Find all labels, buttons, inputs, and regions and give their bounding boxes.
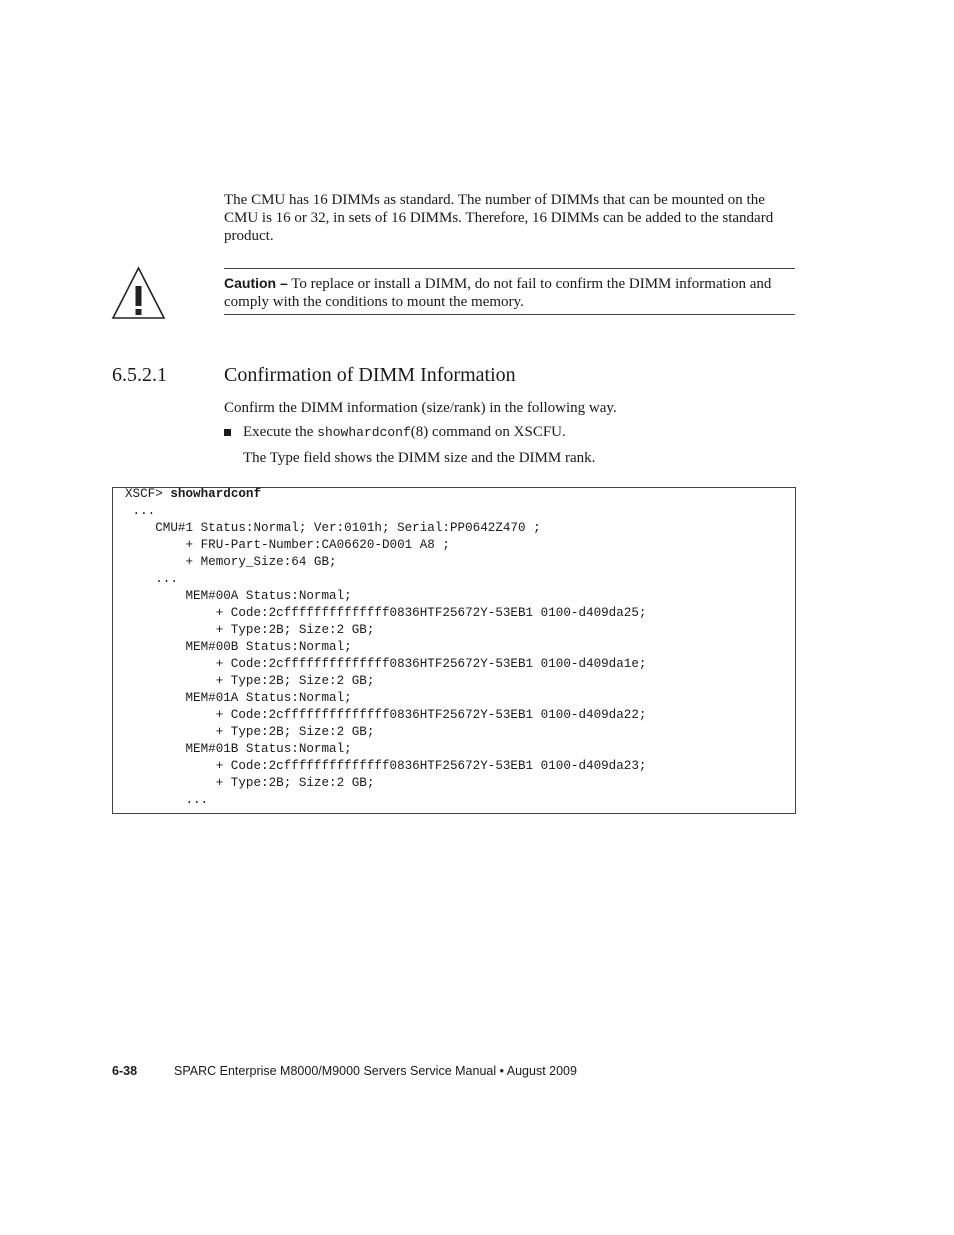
footer-doc-title: SPARC Enterprise M8000/M9000 Servers Service Manual • August 2009 <box>174 1064 577 1078</box>
code-line: + Code:2cffffffffffffff0836HTF25672Y-53EB1 0100-d409da22; <box>125 708 647 722</box>
type-note: The Type field shows the DIMM size and the DIMM rank. <box>243 450 596 466</box>
caution-text: To replace or install a DIMM, do not fail to confirm the DIMM information and comply with the conditions to mount the memory. <box>224 276 772 310</box>
code-line: + Memory_Size:64 GB; <box>125 555 337 569</box>
section-number: 6.5.2.1 <box>112 364 167 386</box>
code-line: ... <box>125 572 178 586</box>
code-line: + Code:2cffffffffffffff0836HTF25672Y-53EB1 0100-d409da25; <box>125 606 647 620</box>
bullet-text-after: (8) command on XSCFU. <box>410 424 566 440</box>
bullet-square-icon <box>224 429 231 436</box>
code-command: showhardconf <box>170 487 262 501</box>
caution-label: Caution – <box>224 275 288 291</box>
code-line: + Type:2B; Size:2 GB; <box>125 725 375 739</box>
page-number: 6-38 <box>112 1064 138 1078</box>
code-example-box <box>112 487 796 814</box>
intro-text: Confirm the DIMM information (size/rank) in the following way. <box>224 400 617 416</box>
code-line: MEM#00A Status:Normal; <box>125 589 352 603</box>
code-prompt: XSCF> <box>125 487 171 501</box>
code-line: MEM#00B Status:Normal; <box>125 640 352 654</box>
code-line: + FRU-Part-Number:CA06620-D001 A8 ; <box>125 538 450 552</box>
code-line: + Type:2B; Size:2 GB; <box>125 623 375 637</box>
bullet-text-before: Execute the <box>243 424 318 440</box>
code-line: ... <box>125 793 209 807</box>
code-line: + Type:2B; Size:2 GB; <box>125 776 375 790</box>
caution-box <box>224 268 795 315</box>
code-line: MEM#01A Status:Normal; <box>125 691 352 705</box>
code-line: CMU#1 Status:Normal; Ver:0101h; Serial:PP0642Z470 ; <box>125 521 541 535</box>
bullet-text <box>243 423 566 442</box>
warning-triangle-icon <box>111 266 166 321</box>
code-line: + Code:2cffffffffffffff0836HTF25672Y-53EB1 0100-d409da1e; <box>125 657 647 671</box>
section-title: Confirmation of DIMM Information <box>224 364 516 386</box>
code-line: ... <box>125 504 156 518</box>
code-prompt-line <box>125 486 646 503</box>
bullet-command: showhardconf <box>317 425 411 440</box>
code-line: + Code:2cffffffffffffff0836HTF25672Y-53EB1 0100-d409da23; <box>125 759 647 773</box>
body-paragraph: The CMU has 16 DIMMs as standard. The number of DIMMs that can be mounted on the CMU is 16 or 32, in sets of 16 DIMMs. Therefore, 16 DIMMs can be added to the standard product. <box>224 192 774 244</box>
code-lines <box>125 486 646 809</box>
code-line: MEM#01B Status:Normal; <box>125 742 352 756</box>
code-line: + Type:2B; Size:2 GB; <box>125 674 375 688</box>
